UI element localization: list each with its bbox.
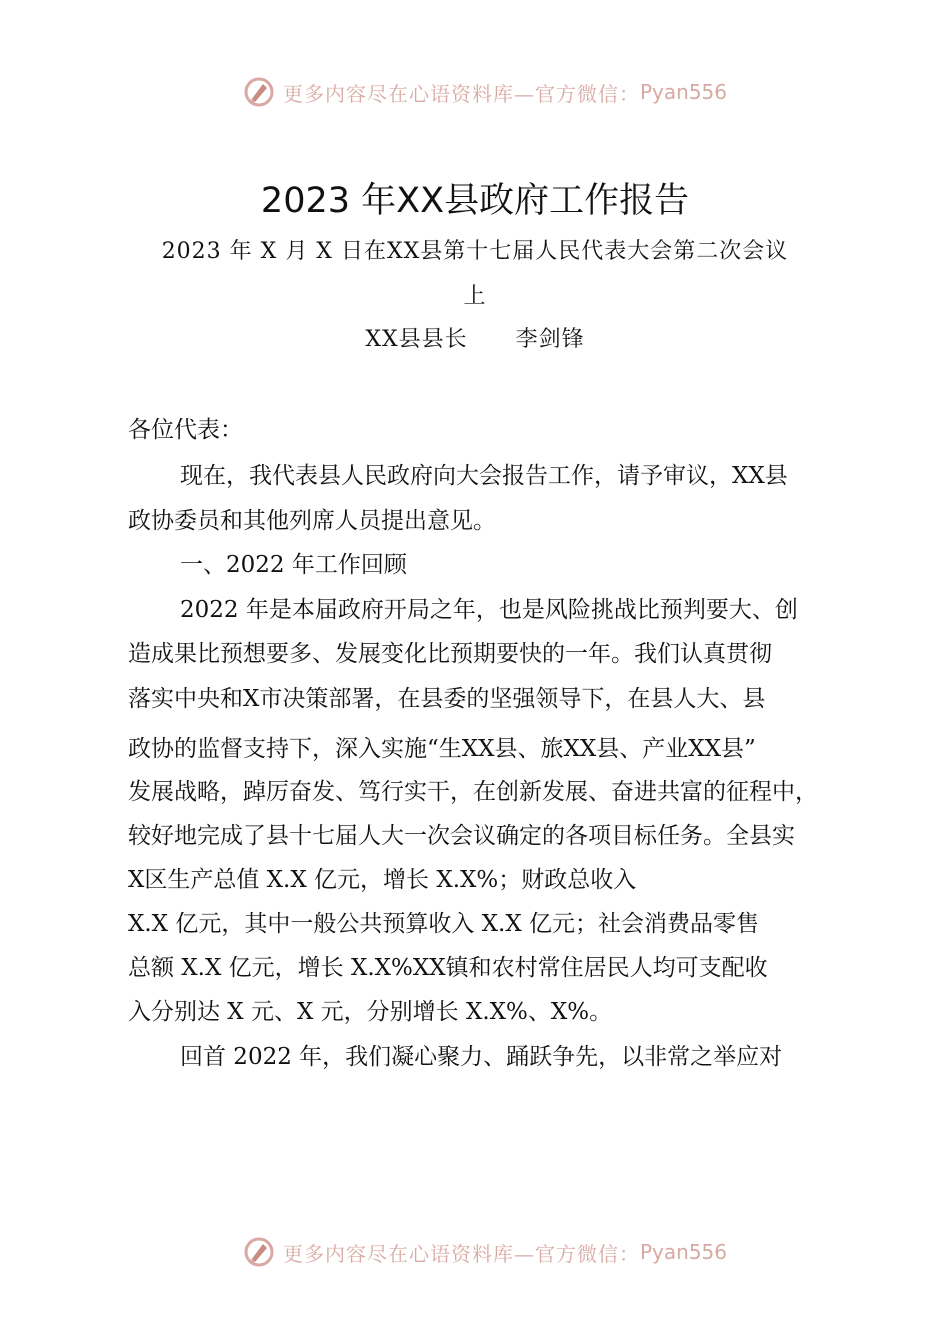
speaker-line: XX县县长 李剑锋 [365, 327, 585, 352]
paragraph-line: 回首 2022 年，我们凝心聚力、踊跃争先，以非常之举应对 [180, 1044, 783, 1070]
paragraph-line: 较好地完成了县十七届人大一次会议确定的各项目标任务。全县实 [128, 823, 795, 849]
paragraph-line: 落实中央和X市决策部署，在县委的坚强领导下，在县人大、县 [128, 686, 766, 712]
paragraph-line: 发展战略，踔厉奋发、笃行实干，在创新发展、奋进共富的征程中， [128, 779, 818, 805]
watermark-text: 更多内容尽在心语资料库—官方微信： [283, 1241, 640, 1266]
paragraph-line: X区生产总值 X.X 亿元，增长 X.X%；财政总收入 [128, 867, 637, 893]
pen-logo-icon [243, 1236, 275, 1268]
header-watermark [0, 72, 950, 112]
watermark-text: 更多内容尽在心语资料库—官方微信： [283, 81, 640, 106]
salutation: 各位代表： [128, 417, 243, 443]
paragraph-line: 造成果比预想要多、发展变化比预期要快的一年。我们认真贯彻 [128, 641, 772, 667]
footer-watermark [0, 1232, 950, 1272]
subtitle-line-1: 2023 年 X 月 X 日在XX县第十七届人民代表大会第二次会议 [161, 239, 789, 264]
document-title: 2023 年XX县政府工作报告 [260, 181, 690, 221]
subtitle-line-2: 上 [463, 284, 487, 309]
paragraph-line: X.X 亿元，其中一般公共预算收入 X.X 亿元；社会消费品零售 [128, 911, 760, 937]
paragraph-line: 2022 年是本届政府开局之年，也是风险挑战比预判要大、创 [180, 597, 798, 623]
paragraph-line: 总额 X.X 亿元，增长 X.X%XX镇和农村常住居民人均可支配收 [128, 955, 768, 981]
paragraph-line: 政协委员和其他列席人员提出意见。 [128, 508, 496, 534]
watermark-wechat-id: Pyan556 [640, 1240, 728, 1264]
paragraph-line: 现在，我代表县人民政府向大会报告工作，请予审议，XX县 [180, 463, 788, 489]
section-heading: 一、2022 年工作回顾 [180, 552, 407, 578]
watermark-wechat-id: Pyan556 [640, 80, 728, 104]
paragraph-line: 政协的监督支持下，深入实施“生XX县、旅XX县、产业XX县” [128, 736, 756, 762]
pen-logo-icon [243, 76, 275, 108]
paragraph-line: 入分别达 X 元、X 元，分别增长 X.X%、X%。 [128, 999, 613, 1025]
